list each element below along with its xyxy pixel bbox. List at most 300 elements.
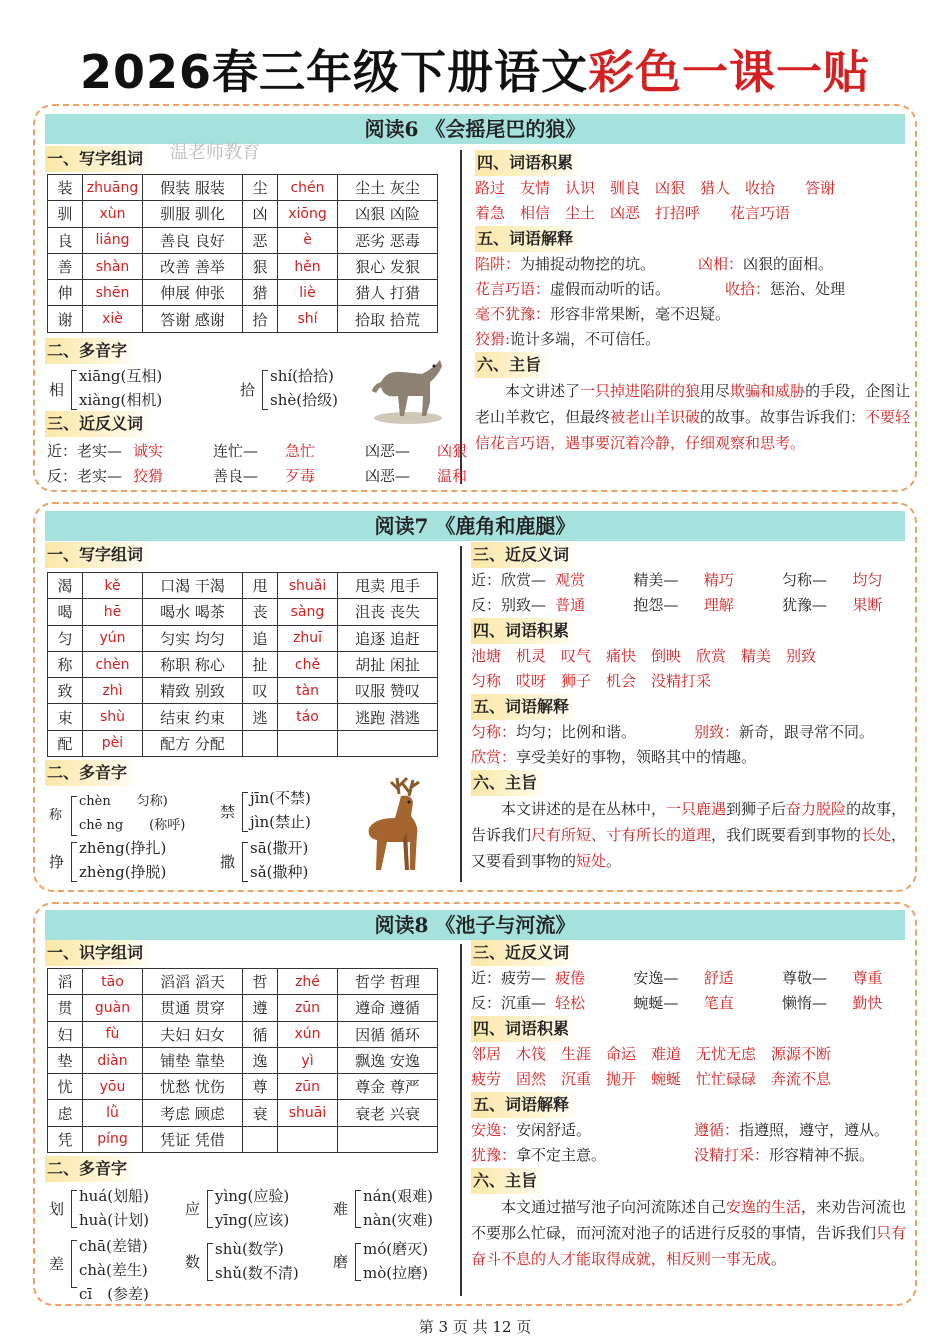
section-heading: 二、多音字 bbox=[45, 338, 137, 364]
definition-text: 惩治、处理 bbox=[770, 280, 846, 298]
highlight-text: 长处 bbox=[861, 826, 892, 844]
section-heading: 三、近反义词 bbox=[471, 542, 579, 568]
prompt-word: 反：别致— bbox=[471, 596, 547, 614]
character-cell: 良 bbox=[48, 227, 83, 253]
table-row bbox=[48, 995, 438, 1021]
table-row bbox=[48, 599, 438, 625]
polyphone bbox=[49, 1234, 189, 1303]
pinyin-cell: zhé bbox=[278, 969, 338, 995]
character-cell: 致 bbox=[48, 678, 83, 704]
character-cell: 叹 bbox=[243, 678, 278, 704]
pronunciation: zhēng(挣扎) bbox=[79, 839, 167, 857]
pinyin-cell: zūn bbox=[278, 995, 338, 1021]
pronunciation: xiāng(互相) bbox=[79, 367, 163, 385]
pronunciation: sā(撒开) bbox=[250, 839, 309, 857]
polyphone bbox=[49, 836, 219, 888]
definition-term: 狡猾: bbox=[475, 330, 511, 348]
character-cell: 甩 bbox=[243, 573, 278, 599]
pinyin-cell: liáng bbox=[83, 227, 143, 253]
character-cell: 丧 bbox=[243, 599, 278, 625]
words-cell: 凶狠 凶险 bbox=[338, 201, 438, 227]
body-text: 的故事。故事告诉我们： bbox=[700, 408, 866, 426]
character-cell: 拾 bbox=[243, 306, 278, 332]
body-text: ，来劝告河流也不要那么忙碌，而河流对池子的话进行反驳的事情，告诉我们 bbox=[471, 1198, 907, 1242]
pinyin-cell: chén bbox=[278, 175, 338, 201]
character-cell: 喝 bbox=[48, 599, 83, 625]
table-row bbox=[48, 1100, 438, 1126]
polyphone-character: 禁 bbox=[220, 803, 236, 821]
theme-paragraph bbox=[471, 796, 911, 874]
polyphone bbox=[49, 364, 209, 416]
polyphone-character: 难 bbox=[333, 1200, 349, 1218]
bracket bbox=[71, 370, 77, 410]
character-cell: 恶 bbox=[243, 227, 278, 253]
word-list-line: 疲劳 固然 沉重 抛开 蜿蜒 忙忙碌碌 奔流不息 bbox=[471, 1070, 832, 1088]
prompt-word: 凶恶— bbox=[365, 442, 411, 460]
pinyin-cell: guàn bbox=[83, 995, 143, 1021]
character-cell: 衰 bbox=[243, 1100, 278, 1126]
section-heading: 四、词语积累 bbox=[475, 150, 583, 176]
polyphone-character: 撒 bbox=[220, 853, 236, 871]
polyphone-character: 划 bbox=[49, 1200, 65, 1218]
polyphone bbox=[185, 1237, 330, 1287]
pinyin-cell: tàn bbox=[278, 678, 338, 704]
pinyin-cell: sàng bbox=[278, 599, 338, 625]
polyphone-character: 差 bbox=[49, 1255, 65, 1273]
pinyin-cell: zhì bbox=[83, 678, 143, 704]
answer-word: 理解 bbox=[703, 596, 734, 614]
body-text: 。 bbox=[606, 852, 622, 870]
character-cell: 垫 bbox=[48, 1047, 83, 1073]
words-cell bbox=[338, 1126, 438, 1152]
definition-text: 凶狠的面相。 bbox=[743, 255, 834, 273]
pronunciation: sǎ(撒种) bbox=[250, 863, 309, 881]
answer-word: 果断 bbox=[852, 596, 883, 614]
answer-word: 急忙 bbox=[285, 442, 316, 460]
prompt-word: 蜿蜒— bbox=[633, 994, 679, 1012]
bracket bbox=[71, 796, 77, 836]
definition-text: 为捕捉动物挖的坑。 bbox=[520, 255, 656, 273]
lesson-7-word-table bbox=[47, 572, 438, 757]
answer-word: 舒适 bbox=[703, 969, 734, 987]
words-cell: 尊金 尊严 bbox=[338, 1074, 438, 1100]
section-heading: 三、近反义词 bbox=[45, 411, 153, 437]
words-cell: 善良 良好 bbox=[143, 227, 243, 253]
body-text: 的故事，告诉我们 bbox=[471, 800, 907, 844]
table-row bbox=[48, 625, 438, 651]
definition-term: 遵循： bbox=[694, 1121, 740, 1139]
bracket bbox=[242, 792, 248, 832]
prompt-word: 凶恶— bbox=[365, 467, 411, 485]
section-heading: 三、近反义词 bbox=[471, 940, 579, 966]
pinyin-cell: zhuāng bbox=[83, 175, 143, 201]
pinyin-cell: zhuī bbox=[278, 625, 338, 651]
character-cell: 凭 bbox=[48, 1126, 83, 1152]
definition-term: 犹豫： bbox=[471, 1146, 517, 1164]
pronunciations bbox=[215, 1184, 289, 1232]
theme-paragraph bbox=[475, 378, 911, 456]
words-cell: 伸展 伸张 bbox=[143, 280, 243, 306]
antonym-row bbox=[47, 464, 497, 489]
table-row bbox=[48, 651, 438, 677]
wolf-illustration bbox=[368, 346, 448, 426]
words-cell: 甩卖 甩手 bbox=[338, 573, 438, 599]
word-list-line: 池塘 机灵 叹气 痛快 倒映 欣赏 精美 别致 bbox=[471, 647, 817, 665]
words-cell bbox=[338, 730, 438, 756]
deer-illustration bbox=[347, 772, 443, 876]
lesson-7-card bbox=[33, 502, 917, 892]
words-cell: 狠心 发狠 bbox=[338, 253, 438, 279]
definition-line bbox=[475, 252, 911, 277]
answer-word: 温和 bbox=[437, 467, 468, 485]
character-cell: 滔 bbox=[48, 969, 83, 995]
pinyin-cell: shàn bbox=[83, 253, 143, 279]
section-heading: 一、识字组词 bbox=[45, 940, 153, 966]
pronunciations bbox=[79, 1184, 149, 1232]
character-cell bbox=[243, 1126, 278, 1152]
pinyin-cell: tāo bbox=[83, 969, 143, 995]
character-cell: 扯 bbox=[243, 651, 278, 677]
table-row bbox=[48, 1047, 438, 1073]
pinyin-cell: hěn bbox=[278, 253, 338, 279]
word-list-line: 着急 相信 尘土 凶恶 打招呼 花言巧语 bbox=[475, 204, 791, 222]
words-cell: 叹服 赞叹 bbox=[338, 678, 438, 704]
words-cell: 凭证 凭借 bbox=[143, 1126, 243, 1152]
definition-term: 没精打采： bbox=[694, 1146, 770, 1164]
table-row bbox=[48, 1074, 438, 1100]
section-heading: 六、主旨 bbox=[475, 352, 551, 378]
highlight-text: 尺有所短、寸有所长的道理 bbox=[531, 826, 712, 844]
pronunciation: chà(差生) bbox=[79, 1261, 148, 1279]
pronunciation: cī (参差) bbox=[79, 1285, 149, 1303]
character-cell: 凶 bbox=[243, 201, 278, 227]
answer-word: 笔直 bbox=[703, 994, 734, 1012]
prompt-word: 匀称— bbox=[781, 571, 827, 589]
bracket bbox=[207, 1243, 213, 1281]
lesson-6-card bbox=[33, 104, 917, 492]
prompt-word: 近：老实— bbox=[47, 442, 123, 460]
character-cell: 驯 bbox=[48, 201, 83, 227]
synonym-row bbox=[471, 568, 911, 593]
definition-text: 拿不定主意。 bbox=[516, 1146, 607, 1164]
table-row bbox=[48, 678, 438, 704]
highlight-text: 只有奋斗不息的人才能取得成就，相反则一事无成 bbox=[471, 1224, 907, 1268]
pinyin-cell bbox=[278, 1126, 338, 1152]
pronunciations bbox=[215, 1237, 299, 1285]
answer-word: 勤快 bbox=[852, 994, 883, 1012]
character-cell: 忧 bbox=[48, 1074, 83, 1100]
polyphone-character: 挣 bbox=[49, 853, 65, 871]
body-text: 的手段，企图让老山羊救它，但最终 bbox=[475, 382, 911, 426]
pronunciation: mó(磨灭) bbox=[363, 1240, 428, 1258]
pronunciation: shù(数学) bbox=[215, 1240, 284, 1258]
word-list-line: 路过 友情 认识 驯良 凶狠 猎人 收拾 答谢 bbox=[475, 179, 836, 197]
words-cell: 改善 善举 bbox=[143, 253, 243, 279]
section-heading: 一、写字组词 bbox=[45, 542, 153, 568]
definition-term: 别致： bbox=[694, 723, 740, 741]
definition-text: 形容精神不振。 bbox=[769, 1146, 875, 1164]
pronunciation: chā(差错) bbox=[79, 1237, 148, 1255]
pronunciation: yìng(应验) bbox=[215, 1187, 290, 1205]
pronunciation: jìn(禁止) bbox=[250, 813, 311, 831]
table-row bbox=[48, 253, 438, 279]
prompt-word: 反：老实— bbox=[47, 467, 123, 485]
highlight-text: 不要轻信花言巧语，遇事要沉着冷静，仔细观察和思考。 bbox=[475, 408, 911, 452]
definition-text: 虚假而动听的话。 bbox=[550, 280, 671, 298]
prompt-word: 近：欣赏— bbox=[471, 571, 547, 589]
words-cell: 猎人 打猎 bbox=[338, 280, 438, 306]
section-heading: 五、词语解释 bbox=[471, 1092, 579, 1118]
pronunciations bbox=[250, 786, 311, 834]
prompt-word: 精美— bbox=[633, 571, 679, 589]
character-cell: 哲 bbox=[243, 969, 278, 995]
prompt-word: 善良— bbox=[213, 467, 259, 485]
table-row bbox=[48, 1021, 438, 1047]
bracket bbox=[207, 1190, 213, 1228]
definition-text: 诡计多端，不可信任。 bbox=[510, 330, 661, 348]
prompt-word: 抱怨— bbox=[633, 596, 679, 614]
character-cell: 贯 bbox=[48, 995, 83, 1021]
lesson-6-left bbox=[45, 146, 450, 172]
character-cell: 狠 bbox=[243, 253, 278, 279]
pinyin-cell bbox=[278, 730, 338, 756]
polyphone bbox=[49, 1184, 189, 1234]
pinyin-cell: kě bbox=[83, 573, 143, 599]
pinyin-cell: hē bbox=[83, 599, 143, 625]
character-cell: 逃 bbox=[243, 704, 278, 730]
pronunciation: chē ng (称呼) bbox=[79, 818, 186, 833]
definition-line bbox=[475, 277, 911, 302]
pinyin-cell: píng bbox=[83, 1126, 143, 1152]
definitions bbox=[471, 720, 911, 770]
body-text: 本文讲述的是在丛林中， bbox=[501, 800, 667, 818]
pinyin-cell: shuāi bbox=[278, 1100, 338, 1126]
pronunciations bbox=[363, 1184, 433, 1232]
section-heading: 四、词语积累 bbox=[471, 1016, 579, 1042]
character-cell: 尘 bbox=[243, 175, 278, 201]
prompt-word: 连忙— bbox=[213, 442, 259, 460]
pinyin-cell: xiōng bbox=[278, 201, 338, 227]
definitions bbox=[475, 252, 911, 352]
body-text: 本文讲述了 bbox=[505, 382, 581, 400]
words-cell: 飘逸 安逸 bbox=[338, 1047, 438, 1073]
lesson-6-right bbox=[475, 150, 911, 456]
prompt-word: 反：沉重— bbox=[471, 994, 547, 1012]
pinyin-cell: diàn bbox=[83, 1047, 143, 1073]
highlight-text: 被老山羊识破 bbox=[610, 408, 701, 426]
synonym-row bbox=[47, 439, 497, 464]
pronunciation: huá(划船) bbox=[79, 1187, 149, 1205]
words-cell: 尘土 灰尘 bbox=[338, 175, 438, 201]
definition-text: 安闲舒适。 bbox=[516, 1121, 592, 1139]
character-cell: 伸 bbox=[48, 280, 83, 306]
character-cell: 遵 bbox=[243, 995, 278, 1021]
lesson-6-title: 阅读6 《会摇尾巴的狼》 bbox=[45, 114, 905, 144]
bracket bbox=[355, 1243, 361, 1281]
pinyin-cell: pèi bbox=[83, 730, 143, 756]
pinyin-cell: chě bbox=[278, 651, 338, 677]
pronunciation: shè(拾级) bbox=[270, 391, 338, 409]
word-list-line: 匀称 哎呀 狮子 机会 没精打采 bbox=[471, 672, 712, 690]
highlight-text: 一只掉进陷阱的狼 bbox=[580, 382, 701, 400]
prompt-word: 近：疲劳— bbox=[471, 969, 547, 987]
table-row bbox=[48, 175, 438, 201]
definition-text: 形容非常果断，毫不迟疑。 bbox=[550, 305, 731, 323]
words-cell: 考虑 顾虑 bbox=[143, 1100, 243, 1126]
answer-word: 观赏 bbox=[555, 571, 586, 589]
polyphone-character: 数 bbox=[185, 1253, 201, 1271]
words-cell: 哲学 哲理 bbox=[338, 969, 438, 995]
section-heading: 六、主旨 bbox=[471, 1168, 547, 1194]
bracket bbox=[71, 1190, 77, 1228]
definition-text: 指遵照，遵守，遵从。 bbox=[739, 1121, 890, 1139]
character-cell: 谢 bbox=[48, 306, 83, 332]
polyphone-character: 磨 bbox=[333, 1253, 349, 1271]
section-heading: 六、主旨 bbox=[471, 770, 547, 796]
pronunciation: xiàng(相机) bbox=[79, 391, 163, 409]
highlight-text: 欺骗和威胁 bbox=[730, 382, 806, 400]
character-cell: 称 bbox=[48, 651, 83, 677]
highlight-text: 安逸的生活 bbox=[726, 1198, 802, 1216]
lesson-6-word-table bbox=[47, 174, 438, 333]
table-row bbox=[48, 704, 438, 730]
lesson-8-title: 阅读8 《池子与河流》 bbox=[45, 910, 905, 940]
pronunciation: jīn(不禁) bbox=[250, 789, 311, 807]
body-text: 本文通过描写池子向河流陈述自己 bbox=[501, 1198, 727, 1216]
definition-line bbox=[471, 1118, 911, 1143]
pronunciation: nàn(灾难) bbox=[363, 1211, 433, 1229]
bracket bbox=[262, 370, 268, 410]
definition-line bbox=[475, 327, 911, 352]
body-text: ，我们既要看到事物的 bbox=[711, 826, 862, 844]
words-cell: 胡扯 闲扯 bbox=[338, 651, 438, 677]
words-cell: 滔滔 滔天 bbox=[143, 969, 243, 995]
prompt-word: 犹豫— bbox=[781, 596, 827, 614]
polyphone-character: 拾 bbox=[240, 381, 256, 399]
answer-word: 诚实 bbox=[133, 442, 164, 460]
highlight-text: 一只鹿遇 bbox=[666, 800, 727, 818]
polyphone-character: 应 bbox=[185, 1200, 201, 1218]
words-cell: 称职 称心 bbox=[143, 651, 243, 677]
words-cell: 因循 循环 bbox=[338, 1021, 438, 1047]
words-cell: 精致 别致 bbox=[143, 678, 243, 704]
lesson-7-right bbox=[471, 542, 911, 874]
character-cell: 追 bbox=[243, 625, 278, 651]
table-row bbox=[48, 201, 438, 227]
words-cell: 忧愁 忧伤 bbox=[143, 1074, 243, 1100]
definitions bbox=[471, 1118, 911, 1168]
section-heading: 五、词语解释 bbox=[475, 226, 583, 252]
theme-paragraph bbox=[471, 1194, 911, 1272]
definition-line bbox=[471, 1143, 911, 1168]
character-cell: 束 bbox=[48, 704, 83, 730]
character-cell: 尊 bbox=[243, 1074, 278, 1100]
character-cell: 善 bbox=[48, 253, 83, 279]
answer-word: 精巧 bbox=[703, 571, 734, 589]
body-text: 。 bbox=[771, 1250, 787, 1268]
definition-text: 享受美好的事物，领略其中的情趣。 bbox=[516, 748, 757, 766]
words-cell: 贯通 贯穿 bbox=[143, 995, 243, 1021]
definition-term: 陷阱： bbox=[475, 255, 521, 273]
words-cell: 驯服 驯化 bbox=[143, 201, 243, 227]
answer-word: 尊重 bbox=[852, 969, 883, 987]
pinyin-cell: chèn bbox=[83, 651, 143, 677]
bracket bbox=[71, 842, 77, 882]
words-cell: 口渴 干渴 bbox=[143, 573, 243, 599]
lesson-8-card bbox=[33, 902, 917, 1306]
antonym-row bbox=[471, 991, 911, 1016]
pronunciations bbox=[79, 790, 185, 838]
pronunciations bbox=[270, 364, 338, 412]
lesson-8-word-table bbox=[47, 968, 438, 1153]
definition-line bbox=[471, 745, 911, 770]
definition-term: 毫不犹豫： bbox=[475, 305, 551, 323]
pinyin-cell: shí bbox=[278, 306, 338, 332]
words-cell: 铺垫 靠垫 bbox=[143, 1047, 243, 1073]
character-cell: 循 bbox=[243, 1021, 278, 1047]
pinyin-cell: xiè bbox=[83, 306, 143, 332]
words-cell: 恶劣 恶毒 bbox=[338, 227, 438, 253]
prompt-word: 安逸— bbox=[633, 969, 679, 987]
answer-word: 轻松 bbox=[555, 994, 586, 1012]
pinyin-cell: liè bbox=[278, 280, 338, 306]
character-cell bbox=[243, 730, 278, 756]
definition-term: 匀称： bbox=[471, 723, 517, 741]
pinyin-cell: táo bbox=[278, 704, 338, 730]
polyphone bbox=[49, 790, 219, 842]
section-heading: 二、多音字 bbox=[45, 1156, 137, 1182]
table-row bbox=[48, 573, 438, 599]
section-heading: 五、词语解释 bbox=[471, 694, 579, 720]
pronunciations bbox=[250, 836, 308, 884]
polyphone bbox=[185, 1184, 325, 1234]
bracket bbox=[71, 1240, 77, 1288]
table-row bbox=[48, 1126, 438, 1152]
words-cell: 逃跑 潜逃 bbox=[338, 704, 438, 730]
character-cell: 渴 bbox=[48, 573, 83, 599]
pinyin-cell: shù bbox=[83, 704, 143, 730]
bracket bbox=[355, 1190, 361, 1228]
character-cell: 装 bbox=[48, 175, 83, 201]
definition-line bbox=[475, 302, 911, 327]
words-cell: 追逐 追赶 bbox=[338, 625, 438, 651]
pronunciation: chèn 匀称) bbox=[79, 794, 168, 809]
pinyin-cell: fù bbox=[83, 1021, 143, 1047]
pinyin-cell: yì bbox=[278, 1047, 338, 1073]
words-cell: 沮丧 丧失 bbox=[338, 599, 438, 625]
pinyin-cell: shuǎi bbox=[278, 573, 338, 599]
table-row bbox=[48, 306, 438, 332]
antonym-row bbox=[471, 593, 911, 618]
definition-text: 新奇，跟寻常不同。 bbox=[739, 723, 875, 741]
words-cell: 夫妇 妇女 bbox=[143, 1021, 243, 1047]
synonym-row bbox=[471, 966, 911, 991]
words-cell: 拾取 拾荒 bbox=[338, 306, 438, 332]
body-text: 到狮子后 bbox=[726, 800, 787, 818]
pronunciation: zhèng(挣脱) bbox=[79, 863, 167, 881]
definition-term: 收拾： bbox=[725, 280, 771, 298]
word-list-line: 邻居 木筏 生涯 命运 难道 无忧无虑 源源不断 bbox=[471, 1045, 832, 1063]
table-row bbox=[48, 280, 438, 306]
pinyin-cell: è bbox=[278, 227, 338, 253]
answer-word: 普通 bbox=[555, 596, 586, 614]
pinyin-cell: shēn bbox=[83, 280, 143, 306]
character-cell: 逸 bbox=[243, 1047, 278, 1073]
pinyin-cell: lǜ bbox=[83, 1100, 143, 1126]
table-row bbox=[48, 227, 438, 253]
polyphone bbox=[333, 1184, 453, 1234]
words-cell: 匀实 均匀 bbox=[143, 625, 243, 651]
